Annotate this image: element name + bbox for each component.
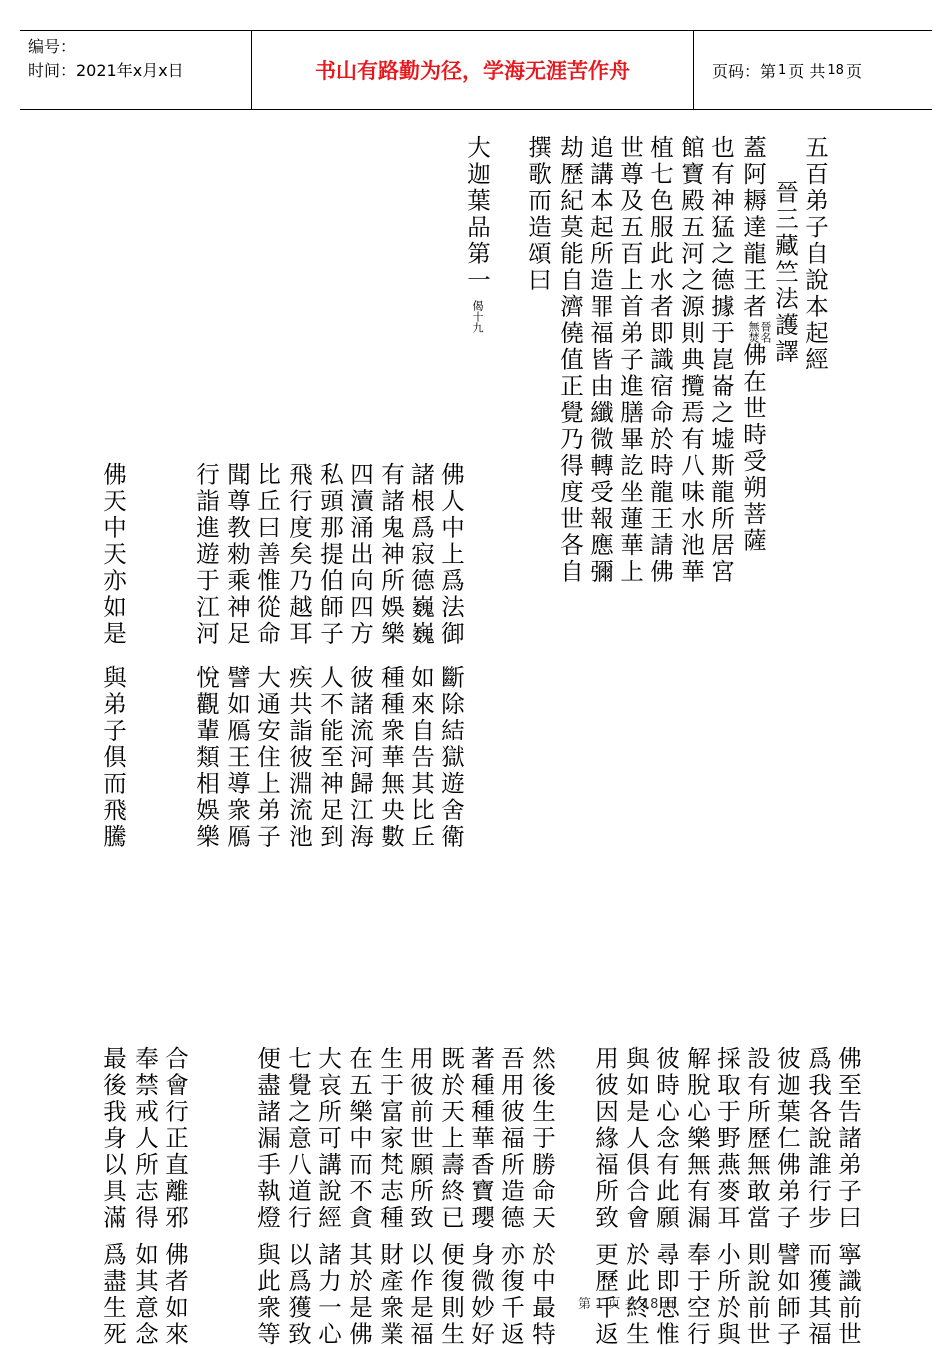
verse-line: 聞尊教勑乘神足 <box>223 462 251 648</box>
page-total: 18 <box>827 62 844 78</box>
verse-line: 私頭那提伯師子 <box>316 462 344 648</box>
verse-line: 爲盡生死 <box>99 1242 127 1348</box>
verse-line: 其於是佛 <box>345 1242 373 1348</box>
header-page-cell <box>694 31 932 109</box>
verse-line: 於此終生 <box>622 1242 650 1348</box>
verse-line: 爲我各說誰行步 <box>804 1046 832 1232</box>
verse-line: 彼諸流河歸江海 <box>346 665 374 851</box>
verse-line: 七覺之意八道行 <box>284 1046 312 1232</box>
prose-column: 劫歷紀莫能自濟僥值正覺乃得度世各自 <box>556 135 584 586</box>
verse-line: 亦復千返 <box>497 1242 525 1348</box>
verse-line: 以爲獲致 <box>284 1242 312 1348</box>
verse-line: 小所於與 <box>713 1242 741 1348</box>
verse-line: 四瀆涌出向四方 <box>346 462 374 648</box>
footer-page-number: 第 1 页 共 18 页 <box>578 1297 676 1312</box>
chapter-heading: 大迦葉品第一偈十九 <box>463 135 491 333</box>
sutra-title: 五百弟子自說本起經 <box>801 135 829 374</box>
verse-line: 財產衆業 <box>376 1242 404 1348</box>
verse-line: 彼時心念有此願 <box>652 1046 680 1232</box>
verse-line: 種種衆華無央數 <box>377 665 405 851</box>
verse-line: 則說前世 <box>743 1242 771 1348</box>
inline-note: 晉名 無焚 <box>747 320 772 343</box>
verse-line: 諸根爲寂德巍巍 <box>407 462 435 648</box>
verse-line: 合會行正直離邪 <box>161 1046 189 1232</box>
verse-line: 大通安住上弟子 <box>253 665 281 851</box>
doc-code-label: 编号： <box>28 37 77 56</box>
verse-line: 採取于野燕麥耳 <box>713 1046 741 1232</box>
prose-column: 蓋阿耨達龍王者晉名 無焚佛在世時受朔菩薩 <box>739 135 772 555</box>
verse-line: 最後我身以具滿 <box>99 1046 127 1232</box>
verse-line: 身微妙好 <box>467 1242 495 1348</box>
verse-line: 以作是福 <box>406 1242 434 1348</box>
header-info-cell <box>20 31 252 109</box>
verse-line: 有諸鬼神所娛樂 <box>377 462 405 648</box>
doc-date: 时间：2021年x月x日 <box>28 61 184 80</box>
verse-line: 用彼前世願所致 <box>406 1046 434 1232</box>
verse-line: 飛行度矣乃越耳 <box>285 462 313 648</box>
page-middle: 页 共 <box>788 61 826 81</box>
verse-line: 更歷千返 <box>591 1242 619 1348</box>
prose-column: 追講本起所造罪福皆由纖微轉受報應彌 <box>586 135 614 586</box>
motto-text: 书山有路勤为径，学海无涯苦作舟 <box>315 59 630 83</box>
verse-line: 尋即思惟 <box>652 1242 680 1348</box>
verse-line: 佛人中上爲法御 <box>437 462 465 648</box>
verse-line: 既於天上壽終已 <box>437 1046 465 1232</box>
verse-line: 與此衆等 <box>253 1242 281 1348</box>
verse-line: 佛天中天亦如是 <box>99 462 127 648</box>
verse-line: 奉于空行 <box>683 1242 711 1348</box>
verse-line: 與如是人俱合會 <box>622 1046 650 1232</box>
verse-line: 寧識前世 <box>834 1242 862 1348</box>
verse-line: 解脫心樂無有漏 <box>683 1046 711 1232</box>
verse-line: 悅觀輩類相娛樂 <box>192 665 220 851</box>
verse-line: 在五樂中而不貪 <box>345 1046 373 1232</box>
header-motto-cell <box>252 31 694 109</box>
verse-line: 大哀所可講說經 <box>314 1046 342 1232</box>
page-prefix: 页码：第 <box>712 61 777 81</box>
page-current: 1 <box>778 62 787 78</box>
verse-line: 佛至告諸弟子曰 <box>834 1046 862 1232</box>
verse-line: 生于富家梵志種 <box>376 1046 404 1232</box>
prose-column: 植七色服此水者即識宿命於時龍王請佛 <box>646 135 674 586</box>
verse-line: 比丘曰善惟從命 <box>253 462 281 648</box>
verse-line: 吾用彼福所造德 <box>497 1046 525 1232</box>
verse-line: 用彼因緣福所致 <box>591 1046 619 1232</box>
prose-column: 也有神猛之德據于崑崙之墟斯龍所居宮 <box>707 135 735 586</box>
page-header <box>20 30 932 110</box>
prose-column: 世尊及五百上首弟子進膳畢訖坐蓮華上 <box>616 135 644 586</box>
verse-line: 譬如鴈王導衆鴈 <box>223 665 251 851</box>
translator-line: 晉三藏竺法護譯 <box>771 180 799 366</box>
verse-line: 如其意念 <box>131 1242 159 1348</box>
verse-line: 斷除結獄遊舍衛 <box>437 665 465 851</box>
verse-line: 便復則生 <box>437 1242 465 1348</box>
verse-line: 然後生于勝命天 <box>528 1046 556 1232</box>
verse-line: 譬如師子 <box>773 1242 801 1348</box>
verse-line: 佛者如來 <box>161 1242 189 1348</box>
verse-line: 如來自告其比丘 <box>407 665 435 851</box>
verse-line: 而獲其福 <box>804 1242 832 1348</box>
verse-line: 疾共詣彼淵流池 <box>285 665 313 851</box>
prose-column: 館寶殿五河之源則典攬焉有八味水池華 <box>677 135 705 586</box>
verse-line: 著種種華香寶瓔 <box>467 1046 495 1232</box>
verse-line: 諸力一心 <box>314 1242 342 1348</box>
verse-line: 設有所歷無敢當 <box>743 1046 771 1232</box>
verse-line: 彼迦葉仁佛弟子 <box>773 1046 801 1232</box>
verse-line: 與弟子俱而飛騰 <box>99 665 127 851</box>
verse-line: 便盡諸漏手執燈 <box>253 1046 281 1232</box>
verse-line: 於中最特 <box>528 1242 556 1348</box>
page-suffix: 页 <box>845 61 862 81</box>
verse-line: 奉禁戒人所志得 <box>131 1046 159 1232</box>
verse-line: 行詣進遊于江河 <box>192 462 220 648</box>
verse-line: 人不能至神足到 <box>316 665 344 851</box>
prose-column: 撰歌而造頌曰 <box>524 135 552 294</box>
